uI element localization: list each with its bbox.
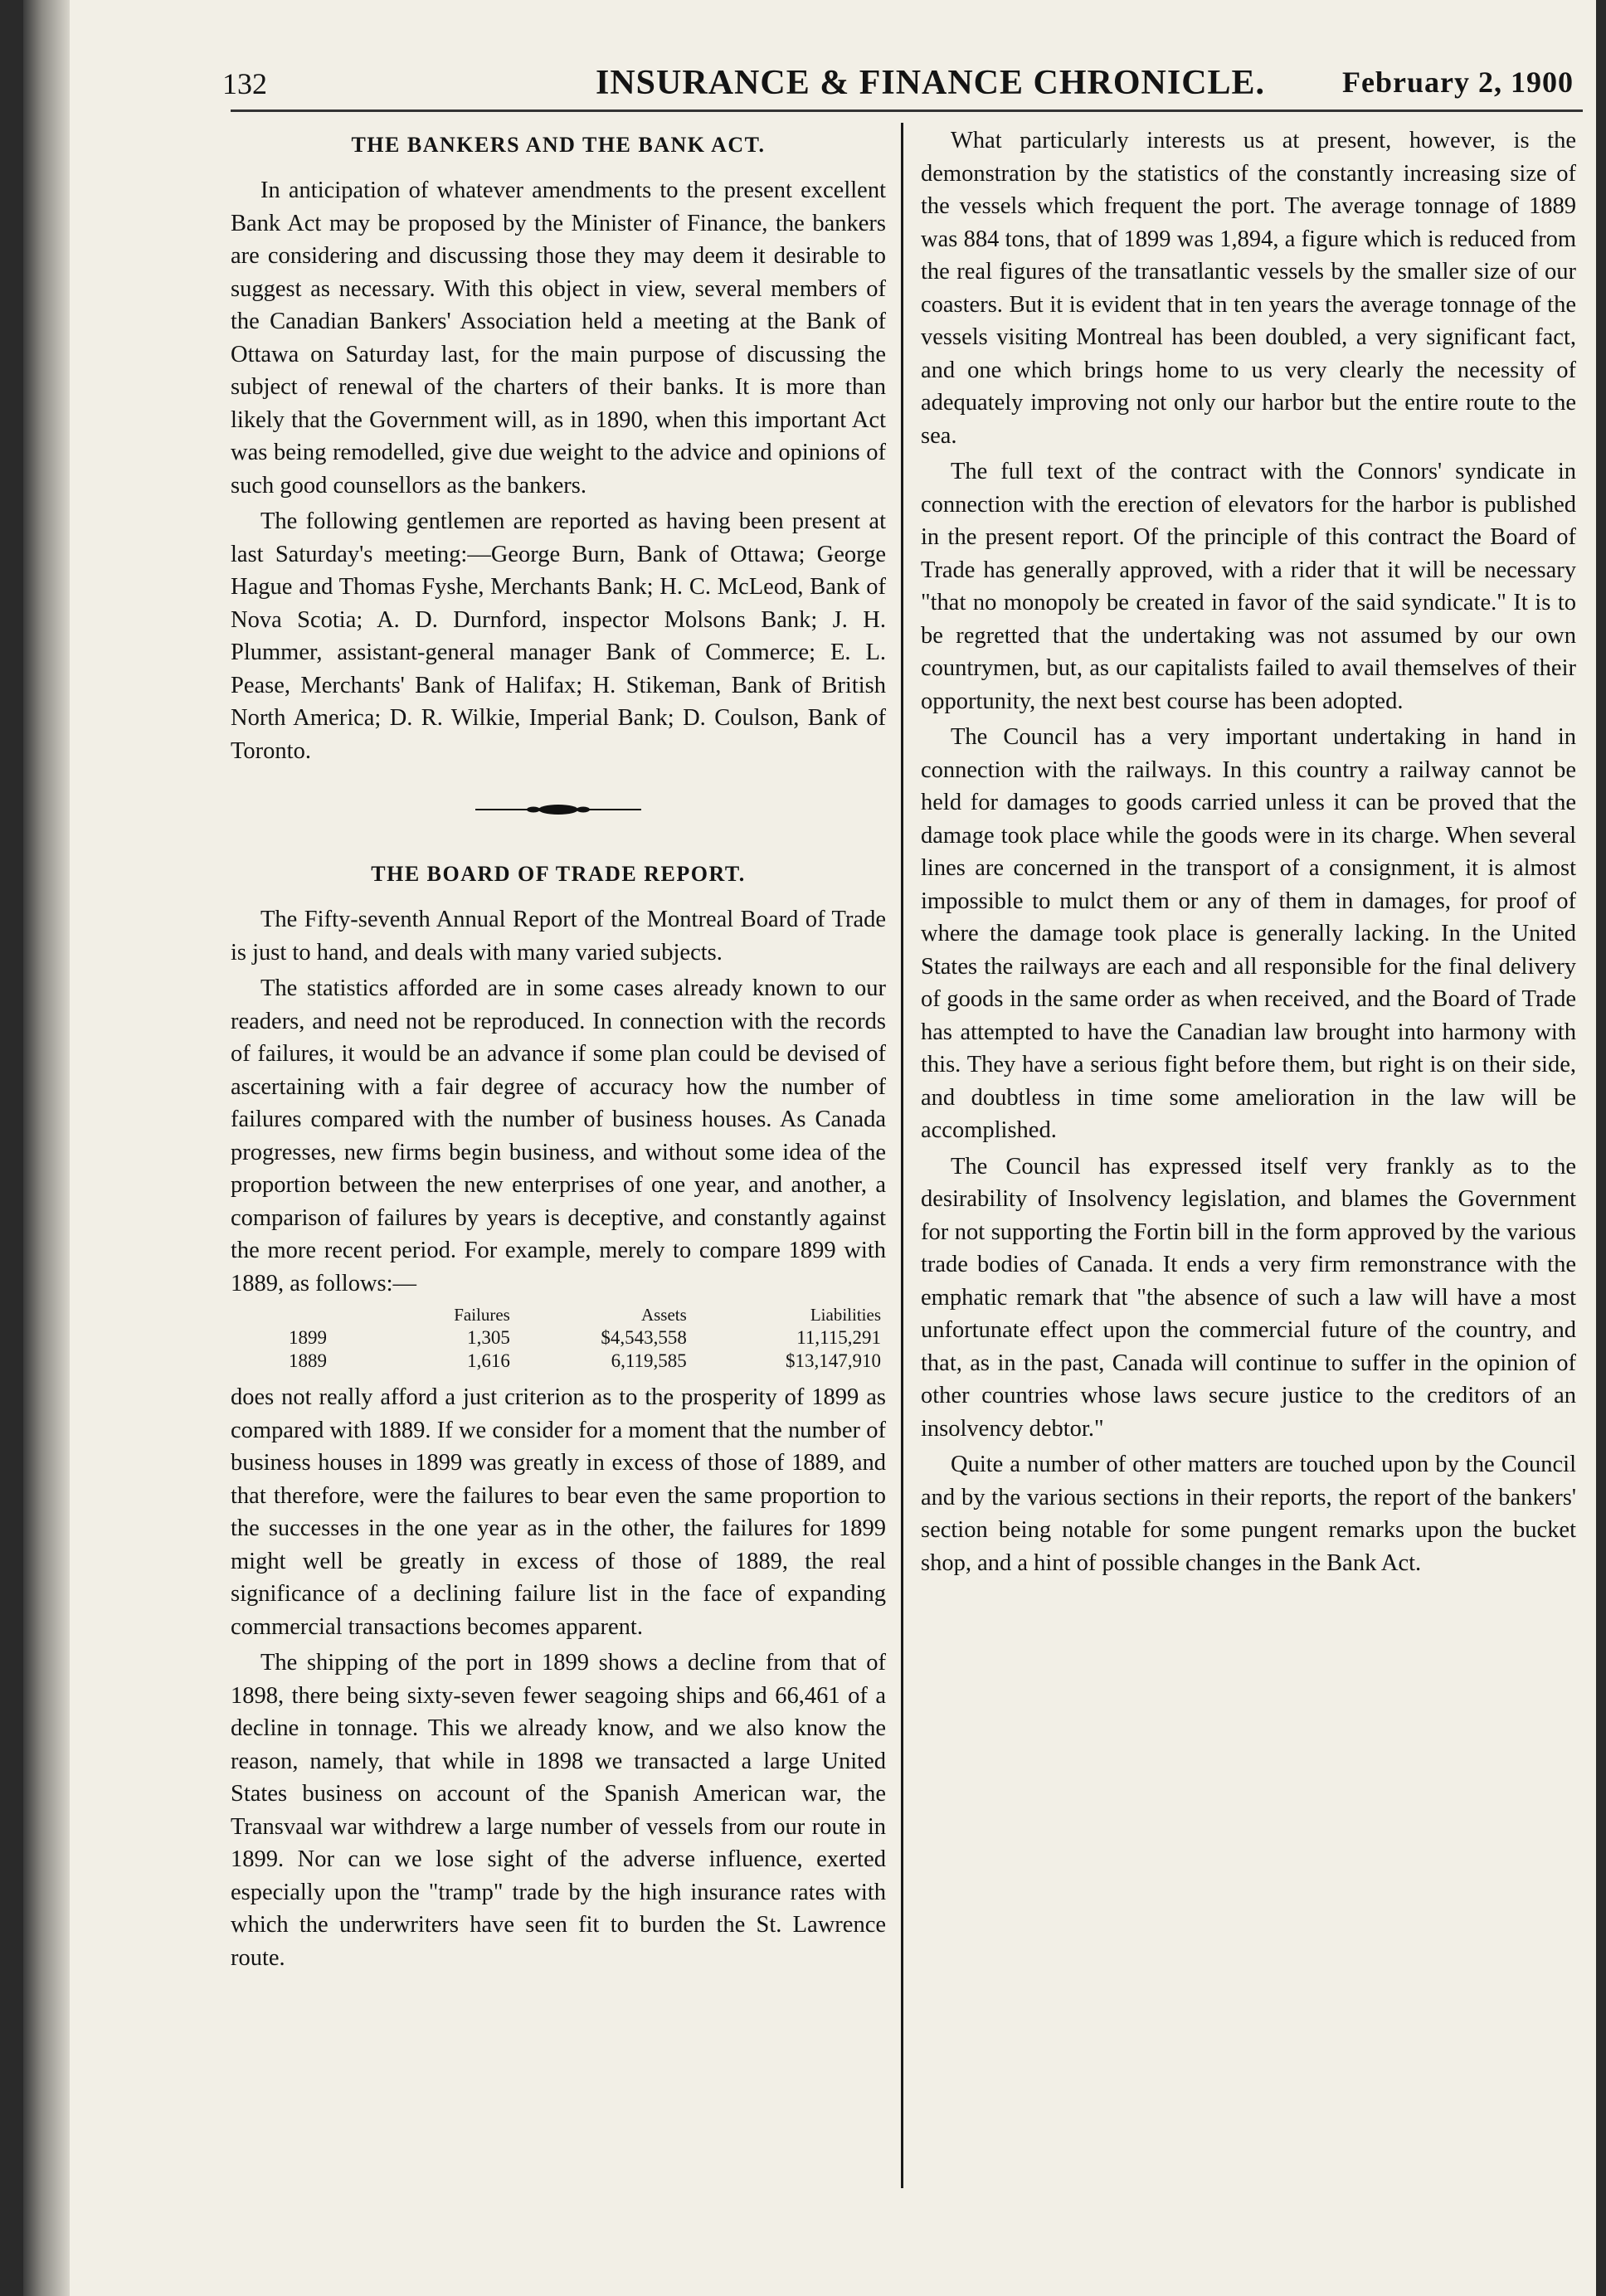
article-heading-bankers: THE BANKERS AND THE BANK ACT. (351, 133, 766, 157)
table-header (231, 1303, 393, 1326)
paragraph: The shipping of the port in 1899 shows a decline from that of 1898, there being sixty-seven fewer seagoing ships and 66,461 of a decline in tonnage. This we already know, and we also know the reason, namely, that while in 1898 we transacted a large United States business on account of the Spanish American war, the Transvaal war withdrew a large number of vessels from our route in 1899. Nor can we lose sight of the adverse influence, exerted especially upon the "tramp" trade by the high insurance rates with which the underwriters have seen fit to burden the St. Lawrence route. (231, 1650, 886, 1971)
table-header: Failures (454, 1305, 510, 1325)
table-cell: $13,147,910 (786, 1350, 881, 1371)
right-column (921, 124, 1576, 1583)
publication-title: INSURANCE & FINANCE CHRONICLE. (596, 64, 1266, 102)
table-row (231, 1326, 886, 1350)
paragraph: The Council has expressed itself very frankly as to the desirability of Insolvency legislation, and blames the Government for not supporting the Fortin bill in the form approved by the various trade bodies of Canada. It ends a very firm remonstrance with the emphatic remark that "the absence of such a law will have a most unfortunate effect upon the commercial future of the country, and that, as in the past, Canada will continue to suffer in the opinion of other countries whose laws secure justice to the creditors of an insolvency debtor." (921, 1153, 1576, 1442)
table-cell: 11,115,291 (796, 1327, 881, 1348)
paragraph: The following gentlemen are reported as having been present at last Saturday's meeting:—George Burn, Bank of Ottawa; George Hague and Thomas Fyshe, Merchants Bank; H. C. McLeod, Bank of Nova Scotia; A. D. Durnford, inspector Molsons Bank; J. H. Plummer, assistant-general manager Bank of Commerce; E. L. Pease, Merchants' Bank of Halifax; H. Stikeman, Bank of British North America; D. R. Wilkie, Imperial Bank; D. Coulson, Bank of Toronto. (231, 508, 886, 764)
issue-date: February 2, 1900 (1342, 66, 1574, 99)
left-column (231, 124, 886, 1977)
paragraph: What particularly interests us at present, however, is the demonstration by the statistics of the constantly increasing size of the vessels which frequent the port. The average tonnage of 1889 was 884 tons, that of 1899 was 1,894, a figure which is reduced from the real figures of the transatlantic vessels by the smaller size of our coasters. But it is evident that in ten years the average tonnage of the vessels visiting Montreal has been doubled, a very significant fact, and one which brings home to us very clearly the necessity of adequately improving not only our harbor but the entire route to the sea. (921, 128, 1576, 449)
failures-table (231, 1303, 886, 1373)
column-divider (901, 123, 903, 2188)
table-cell: 1,305 (467, 1327, 510, 1348)
paragraph: The statistics afforded are in some cases already known to our readers, and need not be reproduced. In connection with the records of failures, it would be an advance if some plan could be devised of ascertaining with a fair degree of accuracy how the number of failures compared with the number of business houses. As Canada progresses, new firms begin business, and without some idea of the proportion between the new enterprises of one year, and another, a comparison of failures by years is deceptive, and constantly against the more recent period. For example, merely to compare 1899 with 1889, as follows:— (231, 975, 886, 1296)
paragraph: does not really afford a just criterion as to the prosperity of 1899 as compared with 1889. If we consider for a moment that the number of business houses in 1899 was greatly in excess of those of 1889, and that therefore, were the failures to bear even the same proportion to the successes in the one year as in the other, the failures for 1899 might well be greatly in excess of those of 1889, the real significance of a declining failure list in the face of expanding commercial transactions becomes apparent. (231, 1384, 886, 1640)
table-cell: 6,119,585 (611, 1350, 687, 1371)
table-cell: 1899 (289, 1327, 327, 1348)
table-header: Liabilities (810, 1305, 881, 1325)
article-heading-board: THE BOARD OF TRADE REPORT. (371, 862, 746, 886)
table-header-row (231, 1303, 886, 1326)
paragraph: The Fifty-seventh Annual Report of the Montreal Board of Trade is just to hand, and deals with many varied subjects. (231, 907, 886, 966)
table-cell: $4,543,558 (601, 1327, 687, 1348)
table-row (231, 1350, 886, 1373)
paragraph: The Council has a very important undertaking in hand in connection with the railways. In this country a railway cannot be held for damages to goods carried unless it can be proved that the damage took place while the goods were in its charge. When several lines are concerned in the transport of a consignment, it is almost impossible to mulct them or any of them in damages, for proof of where the damage took place is generally lacking. In the United States the railways are each and all responsible for the final delivery of goods in the same order as when received, and the Board of Trade has attempted to have the Canadian law brought into harmony with this. They have a serious fight before them, but right is on their side, and doubtless in time some amelioration in the law will be accomplished. (921, 724, 1576, 1143)
binding-spine (23, 0, 70, 2296)
table-cell: 1889 (289, 1350, 327, 1371)
ornament-divider (475, 804, 641, 815)
paragraph: In anticipation of whatever amendments to the present excellent Bank Act may be proposed by the Minister of Finance, the bankers are considering and discussing those they may deem it desirable to suggest as necessary. With this object in view, several members of the Canadian Bankers' Association held a meeting at the Bank of Ottawa on Saturday last, for the main purpose of discussing the subject of renewal of the charters of their banks. It is more than likely that the Government will, as in 1890, when this important Act was being remodelled, give due weight to the advice and opinions of such good counsellors as the bankers. (231, 178, 886, 499)
newspaper-page (23, 0, 1596, 2296)
page-number: 132 (222, 67, 267, 100)
paragraph: Quite a number of other matters are touched upon by the Council and by the various sections in their reports, the report of the bankers' section being notable for some pungent remarks upon the bucket shop, and a hint of possible changes in the Bank Act. (921, 1452, 1576, 1576)
page-header (114, 58, 1574, 108)
table-header: Assets (640, 1305, 687, 1325)
header-rule (231, 109, 1583, 112)
table-cell: 1,616 (467, 1350, 510, 1371)
paragraph: The full text of the contract with the Connors' syndicate in connection with the erection of elevators for the harbor is published in the present report. Of the principle of this contract the Board of Trade has generally approved, with a rider that it will be necessary "that no monopoly be created in favor of the said syndicate." It is to be regretted that the undertaking was not assumed by our own countrymen, but, as our capitalists failed to avail themselves of their opportunity, the next best course has been adopted. (921, 459, 1576, 714)
